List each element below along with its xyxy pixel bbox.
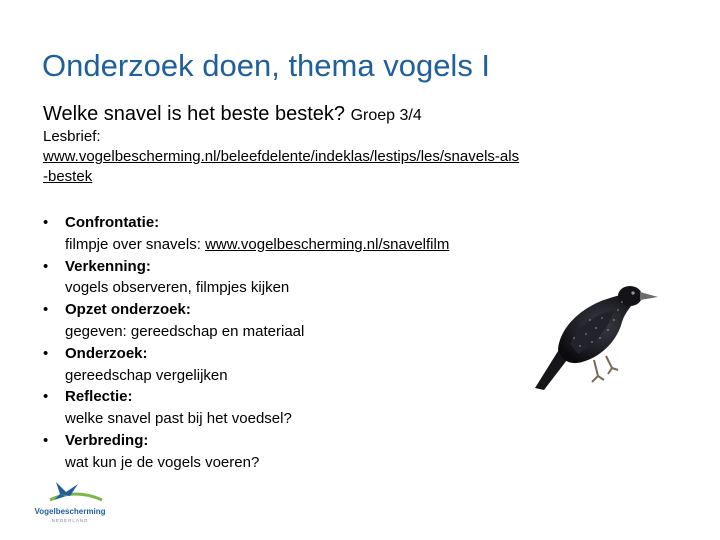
bullet-desc: vogels observeren, filmpjes kijken: [65, 279, 290, 297]
logo-subtitle: NEDERLAND: [51, 518, 89, 523]
subtitle-text: Welke snavel is het beste bestek?: [43, 103, 346, 125]
lesbrief-block: [43, 127, 519, 187]
bullet-dot-icon: •: [43, 257, 49, 275]
slide-subtitle: [43, 103, 422, 126]
bullet-head: Opzet onderzoek:: [65, 301, 191, 319]
starling-bird-image: [530, 270, 660, 400]
bullet-head: Onderzoek:: [65, 344, 148, 362]
snavelfilm-link[interactable]: www.vogelbescherming.nl/snavelfilm: [205, 235, 450, 253]
bullet-head: Confrontatie:: [65, 214, 160, 231]
bullet-desc-text: filmpje over snavels:: [65, 235, 206, 253]
bullet-dot-icon: •: [43, 214, 49, 231]
bullet-head: Verkenning:: [65, 257, 151, 275]
lesbrief-link-line1[interactable]: www.vogelbescherming.nl/beleefdelente/indeklas/lestips/les/snavels-als: [43, 148, 520, 165]
bullet-list: [43, 212, 563, 474]
lesbrief-link-line2[interactable]: -bestek: [43, 168, 93, 185]
bullet-item: [43, 256, 563, 300]
lesbrief-label: Lesbrief:: [43, 128, 101, 145]
bullet-desc: gegeven: gereedschap en materiaal: [65, 322, 305, 340]
bullet-desc: [65, 234, 563, 256]
bird-logo-icon: [20, 478, 120, 508]
lesbrief-link[interactable]: [43, 147, 519, 187]
bullet-desc: welke snavel past bij het voedsel?: [65, 410, 292, 428]
bullet-head: Verbreding:: [65, 431, 149, 449]
bullet-dot-icon: •: [43, 388, 49, 406]
bullet-dot-icon: •: [43, 301, 49, 319]
bullet-dot-icon: •: [43, 431, 49, 449]
vogelbescherming-logo: [20, 478, 120, 528]
bullet-item: [43, 430, 563, 474]
bullet-desc: gereedschap vergelijken: [65, 366, 228, 384]
bullet-item: [43, 343, 563, 387]
logo-name: Vogelbescherming: [34, 507, 106, 516]
group-label: Groep 3/4: [350, 107, 422, 124]
bullet-desc: wat kun je de vogels voeren?: [65, 453, 260, 471]
bullet-head: Reflectie:: [65, 388, 133, 406]
slide-title: Onderzoek doen, thema vogels I: [42, 48, 491, 83]
bullet-item: [43, 212, 563, 256]
bullet-item: [43, 299, 563, 343]
bullet-dot-icon: •: [43, 344, 49, 362]
bullet-item: [43, 386, 563, 430]
